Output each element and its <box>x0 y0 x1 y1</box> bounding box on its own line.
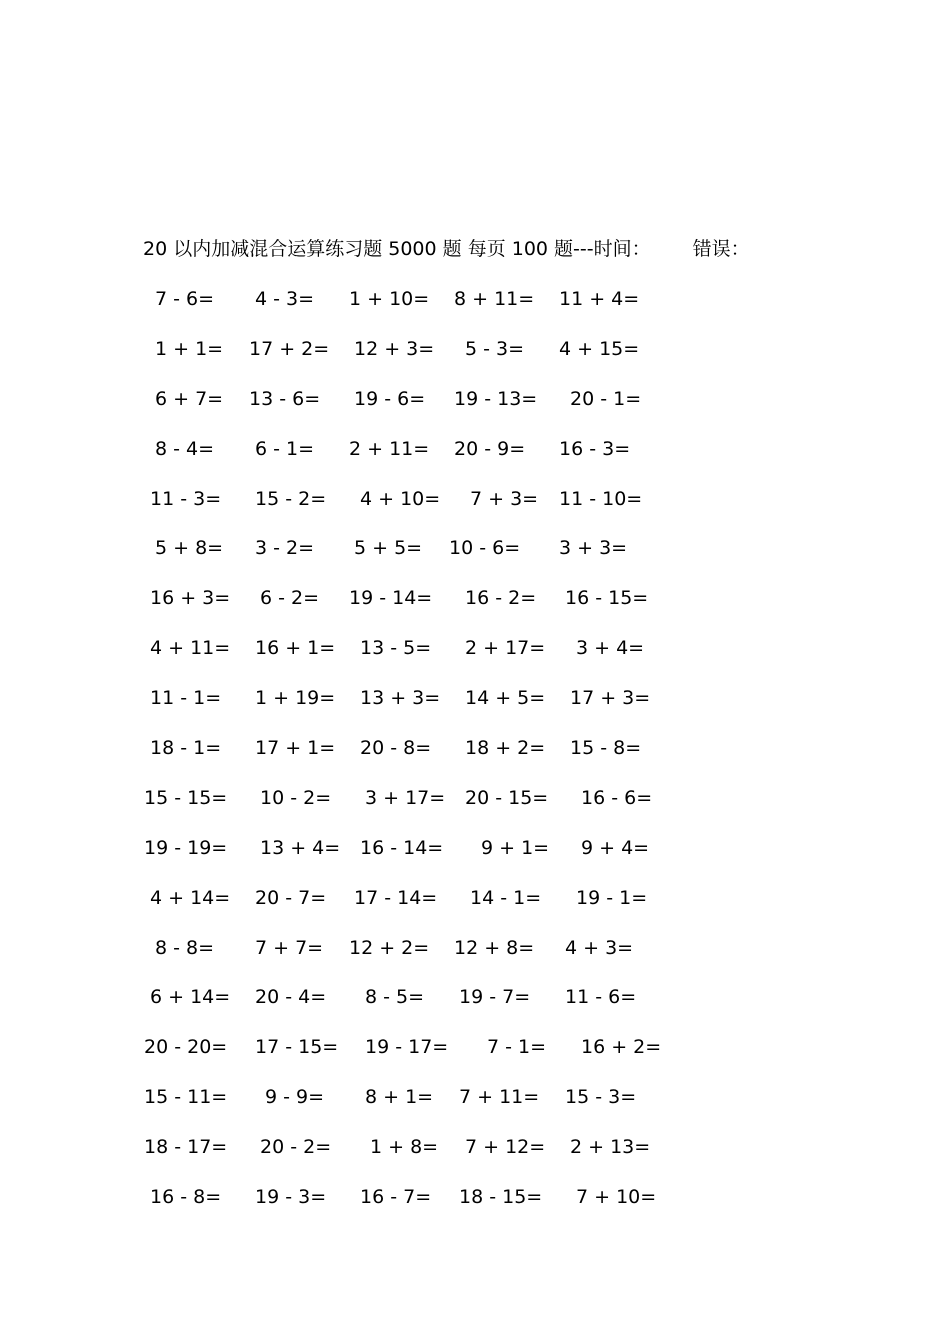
arithmetic-problem: 6 + 14= <box>150 986 231 1009</box>
arithmetic-problem: 19 - 6= <box>354 387 426 410</box>
arithmetic-problem: 8 - 4= <box>155 437 215 460</box>
problem-row <box>143 735 703 785</box>
problem-row <box>143 1184 703 1234</box>
problem-row <box>143 1134 703 1184</box>
arithmetic-problem: 1 + 10= <box>349 288 430 310</box>
arithmetic-problem: 16 - 6= <box>581 786 653 809</box>
arithmetic-problem: 3 + 4= <box>576 637 645 660</box>
arithmetic-problem: 20 - 7= <box>255 886 327 909</box>
arithmetic-problem: 15 - 3= <box>565 1086 637 1109</box>
arithmetic-problem: 20 - 15= <box>465 786 549 809</box>
problem-row <box>143 535 703 585</box>
arithmetic-problem: 4 - 3= <box>255 288 315 310</box>
worksheet-header <box>143 236 750 262</box>
arithmetic-problem: 16 + 2= <box>581 1036 662 1059</box>
arithmetic-problem: 16 - 8= <box>150 1186 222 1209</box>
arithmetic-problem: 3 - 2= <box>255 537 315 560</box>
arithmetic-problem: 1 + 8= <box>370 1136 439 1159</box>
arithmetic-problem: 4 + 10= <box>360 487 441 510</box>
arithmetic-problem: 7 - 6= <box>155 288 215 310</box>
arithmetic-problem: 3 + 17= <box>365 786 446 809</box>
arithmetic-problem: 5 - 3= <box>465 337 525 360</box>
arithmetic-problem: 19 - 7= <box>459 986 531 1009</box>
arithmetic-problem: 8 + 11= <box>454 288 535 310</box>
arithmetic-problem: 12 + 8= <box>454 936 535 959</box>
arithmetic-problem: 17 + 3= <box>570 687 651 710</box>
arithmetic-problem: 20 - 20= <box>144 1036 228 1059</box>
arithmetic-problem: 15 - 2= <box>255 487 327 510</box>
arithmetic-problem: 8 + 1= <box>365 1086 434 1109</box>
problem-row <box>143 785 703 835</box>
arithmetic-problem: 1 + 1= <box>155 337 224 360</box>
arithmetic-problem: 17 + 2= <box>249 337 330 360</box>
arithmetic-problem: 7 + 7= <box>255 936 324 959</box>
arithmetic-problem: 5 + 8= <box>155 537 224 560</box>
arithmetic-problem: 16 - 2= <box>465 587 537 610</box>
arithmetic-problem: 20 - 2= <box>260 1136 332 1159</box>
arithmetic-problem: 16 + 3= <box>150 587 231 610</box>
arithmetic-problem: 12 + 2= <box>349 936 430 959</box>
arithmetic-problem: 10 - 2= <box>260 786 332 809</box>
arithmetic-problem: 15 - 15= <box>144 786 228 809</box>
arithmetic-problem: 18 + 2= <box>465 737 546 760</box>
arithmetic-problem: 7 + 11= <box>459 1086 540 1109</box>
arithmetic-problem: 11 - 1= <box>150 687 222 710</box>
arithmetic-problem: 2 + 17= <box>465 637 546 660</box>
arithmetic-problem: 6 + 7= <box>155 387 224 410</box>
arithmetic-problem: 8 - 5= <box>365 986 425 1009</box>
arithmetic-problem: 2 + 13= <box>570 1136 651 1159</box>
problem-row <box>143 286 703 336</box>
arithmetic-problem: 9 - 9= <box>265 1086 325 1109</box>
problem-row <box>143 835 703 885</box>
arithmetic-problem: 7 - 1= <box>487 1036 547 1059</box>
arithmetic-problem: 11 - 3= <box>150 487 222 510</box>
arithmetic-problem: 8 - 8= <box>155 936 215 959</box>
arithmetic-problem: 7 + 10= <box>576 1186 657 1209</box>
arithmetic-problem: 15 - 8= <box>570 737 642 760</box>
problem-row <box>143 336 703 386</box>
arithmetic-problem: 20 - 4= <box>255 986 327 1009</box>
arithmetic-problem: 14 - 1= <box>470 886 542 909</box>
arithmetic-problem: 17 + 1= <box>255 737 336 760</box>
arithmetic-problem: 4 + 14= <box>150 886 231 909</box>
arithmetic-problem: 9 + 1= <box>481 836 550 859</box>
arithmetic-problem: 4 + 3= <box>565 936 634 959</box>
arithmetic-problem: 19 - 19= <box>144 836 228 859</box>
arithmetic-problem: 13 - 5= <box>360 637 432 660</box>
arithmetic-problem: 13 + 3= <box>360 687 441 710</box>
arithmetic-problem: 18 - 1= <box>150 737 222 760</box>
arithmetic-problem: 19 - 1= <box>576 886 648 909</box>
arithmetic-problem: 19 - 3= <box>255 1186 327 1209</box>
error-count-label: 错误： <box>692 238 750 260</box>
arithmetic-problem: 15 - 11= <box>144 1086 228 1109</box>
problem-row <box>143 885 703 935</box>
arithmetic-problem: 13 - 6= <box>249 387 321 410</box>
problem-row <box>143 436 703 486</box>
arithmetic-problem: 14 + 5= <box>465 687 546 710</box>
arithmetic-problem: 1 + 19= <box>255 687 336 710</box>
arithmetic-problem: 18 - 17= <box>144 1136 228 1159</box>
arithmetic-problem: 10 - 6= <box>449 537 521 560</box>
arithmetic-problem: 16 - 14= <box>360 836 444 859</box>
arithmetic-problem: 11 - 6= <box>565 986 637 1009</box>
arithmetic-problem: 16 - 7= <box>360 1186 432 1209</box>
arithmetic-problem: 16 - 15= <box>565 587 649 610</box>
arithmetic-problem: 20 - 1= <box>570 387 642 410</box>
arithmetic-problem: 17 - 14= <box>354 886 438 909</box>
arithmetic-problem: 12 + 3= <box>354 337 435 360</box>
arithmetic-problem: 19 - 17= <box>365 1036 449 1059</box>
arithmetic-problem: 7 + 3= <box>470 487 539 510</box>
problem-row <box>143 635 703 685</box>
problem-row <box>143 386 703 436</box>
arithmetic-problem: 6 - 2= <box>260 587 320 610</box>
arithmetic-problem: 16 + 1= <box>255 637 336 660</box>
arithmetic-problem: 17 - 15= <box>255 1036 339 1059</box>
arithmetic-problem: 4 + 15= <box>559 337 640 360</box>
worksheet-title: 20 以内加减混合运算练习题 5000 题 每页 100 题---时间： <box>143 238 651 260</box>
arithmetic-problem: 3 + 3= <box>559 537 628 560</box>
arithmetic-problem: 13 + 4= <box>260 836 341 859</box>
problem-row <box>143 984 703 1034</box>
arithmetic-problem: 7 + 12= <box>465 1136 546 1159</box>
arithmetic-problem: 16 - 3= <box>559 437 631 460</box>
arithmetic-problem: 6 - 1= <box>255 437 315 460</box>
arithmetic-problem: 20 - 8= <box>360 737 432 760</box>
problem-row <box>143 685 703 735</box>
arithmetic-problem: 19 - 13= <box>454 387 538 410</box>
problem-row <box>143 1034 703 1084</box>
problem-grid <box>143 286 703 1234</box>
problem-row <box>143 585 703 635</box>
arithmetic-problem: 18 - 15= <box>459 1186 543 1209</box>
arithmetic-problem: 19 - 14= <box>349 587 433 610</box>
problem-row <box>143 486 703 536</box>
problem-row <box>143 1084 703 1134</box>
arithmetic-problem: 9 + 4= <box>581 836 650 859</box>
arithmetic-problem: 20 - 9= <box>454 437 526 460</box>
arithmetic-problem: 5 + 5= <box>354 537 423 560</box>
arithmetic-problem: 11 + 4= <box>559 288 640 310</box>
arithmetic-problem: 11 - 10= <box>559 487 643 510</box>
arithmetic-problem: 2 + 11= <box>349 437 430 460</box>
arithmetic-problem: 4 + 11= <box>150 637 231 660</box>
problem-row <box>143 935 703 985</box>
